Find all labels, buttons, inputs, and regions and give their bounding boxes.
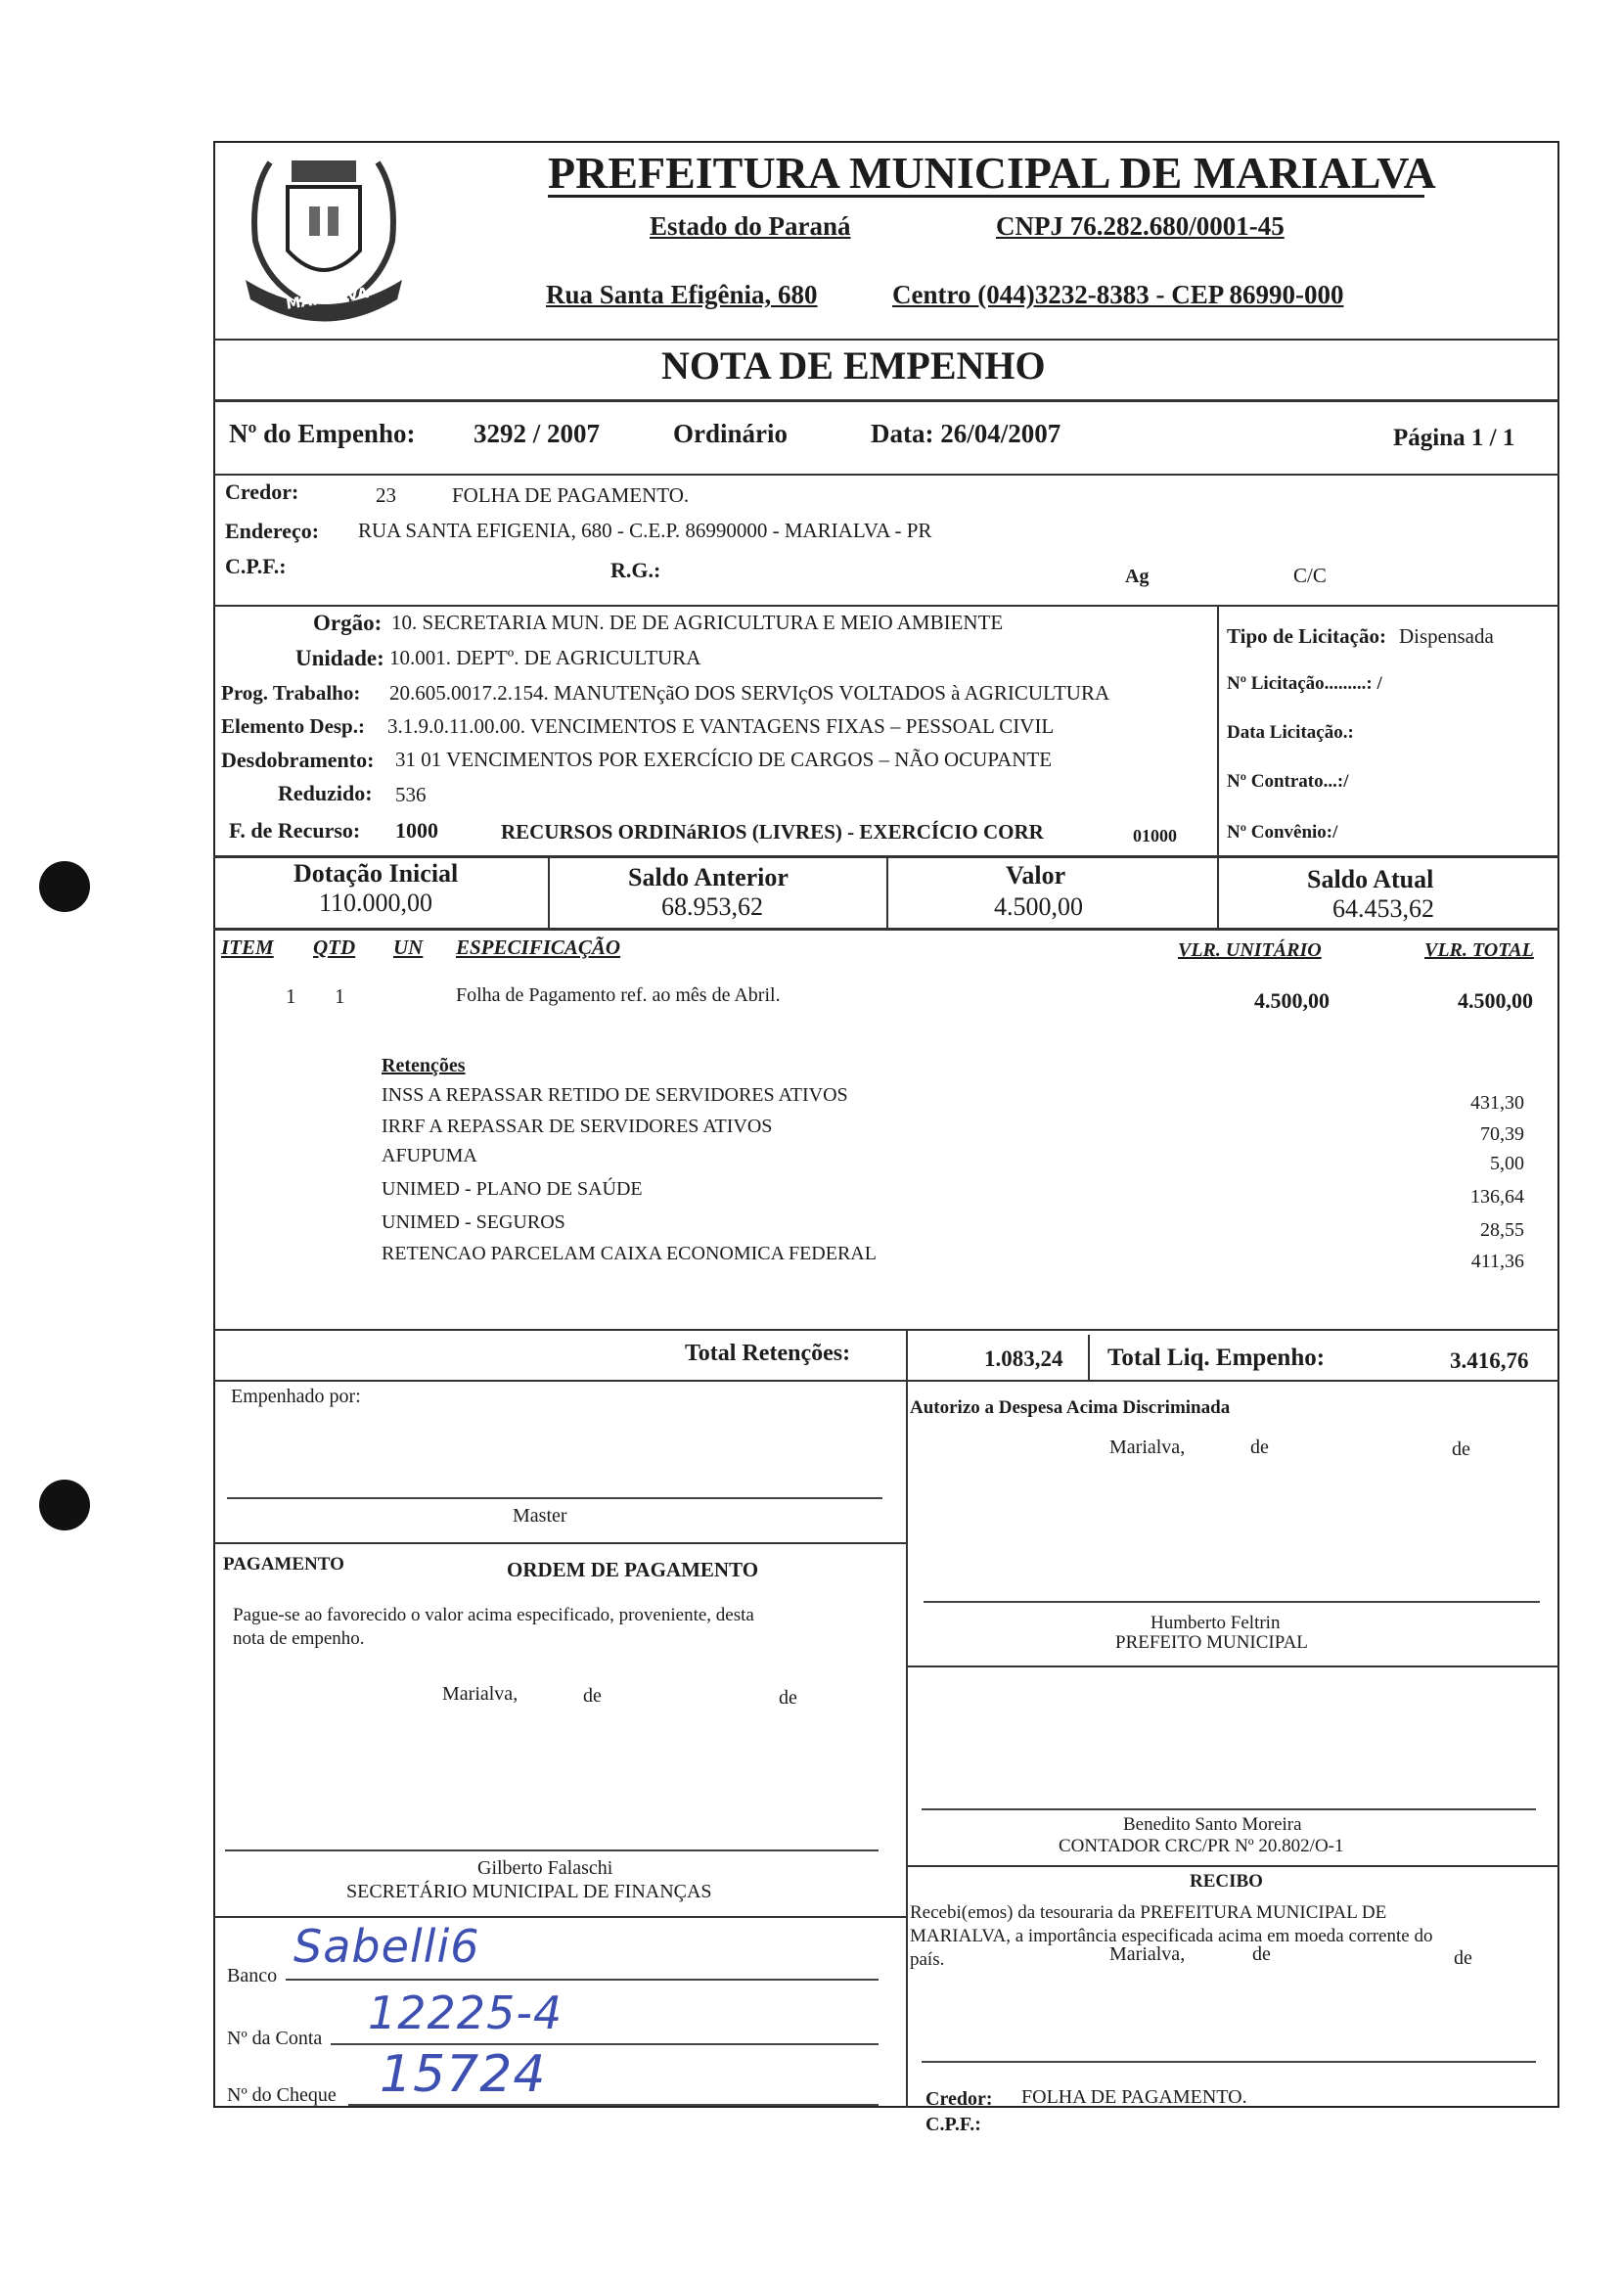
total-col-header: VLR. TOTAL (1424, 939, 1534, 961)
cpf-label: C.P.F.: (225, 554, 287, 578)
pagamento-label: PAGAMENTO (223, 1554, 344, 1575)
prefeito-title: PREFEITO MUNICIPAL (1115, 1632, 1308, 1653)
recurso-label: F. de Recurso: (229, 818, 361, 843)
total-retencoes-value: 1.083,24 (984, 1346, 1063, 1371)
prog-label: Prog. Trabalho: (221, 681, 361, 705)
un-col-header: UN (393, 936, 424, 959)
pague-text: nota de empenho. (233, 1628, 365, 1649)
rg-label: R.G.: (610, 558, 661, 582)
saldo-anterior-label: Saldo Anterior (628, 863, 789, 891)
empenhado-por-label: Empenhado por: (231, 1386, 361, 1407)
retencao-value: 5,00 (1490, 1153, 1524, 1174)
licitacao-date: Data Licitação.: (1227, 722, 1354, 743)
valor-value: 4.500,00 (994, 892, 1083, 921)
ag-label: Ag (1125, 566, 1150, 587)
dotacao-label: Dotação Inicial (293, 859, 459, 888)
recibo-text: MARIALVA, a importância especificada acima em moeda corrente do (910, 1926, 1433, 1946)
retencao-value: 136,64 (1470, 1186, 1524, 1208)
prefeito-name: Humberto Feltrin (1150, 1613, 1281, 1633)
item-unit-value: 4.500,00 (1254, 988, 1330, 1013)
ordem-pagamento-label: ORDEM DE PAGAMENTO (507, 1558, 759, 1581)
saldo-atual-label: Saldo Atual (1307, 865, 1434, 893)
master-label: Master (513, 1505, 567, 1527)
conta-label: Nº da Conta (227, 2028, 323, 2049)
recibo-credor-label: Credor: (925, 2088, 993, 2110)
autorizo-label: Autorizo a Despesa Acima Discriminada (910, 1397, 1231, 1418)
unidade-value: 10.001. DEPTº. DE AGRICULTURA (389, 646, 701, 669)
orgao-label: Orgão: (313, 611, 383, 635)
retencao-desc: INSS A REPASSAR RETIDO DE SERVIDORES ATIVOS (382, 1084, 848, 1106)
de-label: de (1452, 1438, 1470, 1460)
valor-label: Valor (1006, 861, 1066, 890)
recibo-cpf-label: C.P.F.: (925, 2114, 981, 2135)
prog-value: 20.605.0017.2.154. MANUTENçãO DOS SERVIçOS VOLTADOS à AGRICULTURA (389, 681, 1110, 705)
desdobramento-value: 31 01 VENCIMENTOS POR EXERCÍCIO DE CARGOS – NÃO OCUPANTE (395, 748, 1053, 771)
desdobramento-label: Desdobramento: (221, 748, 375, 772)
recurso-code: 1000 (395, 818, 438, 843)
secretario-title: SECRETÁRIO MUNICIPAL DE FINANÇAS (346, 1881, 712, 1902)
pague-text: Pague-se ao favorecido o valor acima especificado, proveniente, desta (233, 1605, 754, 1625)
street-label: Rua Santa Efigênia, 680 (546, 280, 818, 309)
unidade-label: Unidade: (295, 646, 384, 670)
total-liquido-label: Total Liq. Empenho: (1107, 1345, 1326, 1371)
contador-name: Benedito Santo Moreira (1123, 1814, 1302, 1835)
endereco-label: Endereço: (225, 519, 320, 543)
item-total-value: 4.500,00 (1458, 988, 1533, 1013)
item-spec: Folha de Pagamento ref. ao mês de Abril. (456, 984, 781, 1006)
saldo-atual-value: 64.453,62 (1332, 894, 1434, 923)
page-title: PREFEITURA MUNICIPAL DE MARIALVA (548, 148, 1436, 198)
contact-label: Centro (044)3232-8383 - CEP 86990-000 (892, 280, 1344, 309)
item-number: 1 (286, 984, 296, 1008)
conta-handwritten: 12225-4 (368, 1986, 564, 2039)
banco-label: Banco (227, 1965, 278, 1986)
secretario-name: Gilberto Falaschi (477, 1857, 613, 1879)
credor-label: Credor: (225, 479, 299, 504)
de-label: de (1252, 1943, 1271, 1965)
endereco-value: RUA SANTA EFIGENIA, 680 - C.E.P. 86990000 - MARIALVA - PR (358, 519, 932, 542)
retencoes-title: Retenções (382, 1055, 466, 1076)
item-qtd: 1 (335, 984, 345, 1008)
tipo-licitacao-value: Dispensada (1399, 624, 1494, 648)
empenho-number: 3292 / 2007 (474, 419, 601, 448)
recurso-code2: 01000 (1133, 826, 1177, 845)
dotacao-value: 110.000,00 (319, 889, 433, 917)
contrato-number: Nº Contrato...:/ (1227, 771, 1349, 792)
retencao-desc: UNIMED - SEGUROS (382, 1211, 565, 1233)
saldo-anterior-value: 68.953,62 (661, 892, 763, 921)
reduzido-label: Reduzido: (278, 781, 373, 805)
punch-hole (39, 1480, 90, 1530)
cnpj-label: CNPJ 76.282.680/0001-45 (996, 211, 1285, 241)
orgao-value: 10. SECRETARIA MUN. DE DE AGRICULTURA E MEIO AMBIENTE (391, 611, 1004, 634)
retencao-value: 28,55 (1480, 1219, 1524, 1241)
unit-col-header: VLR. UNITÁRIO (1178, 939, 1322, 961)
punch-hole (39, 861, 90, 912)
total-liquido-value: 3.416,76 (1450, 1348, 1529, 1373)
cheque-label: Nº do Cheque (227, 2084, 337, 2106)
cc-label: C/C (1293, 564, 1327, 587)
convenio-number: Nº Convênio:/ (1227, 822, 1338, 843)
retencao-value: 431,30 (1470, 1092, 1524, 1114)
crest-banner-text: MARIALVA (285, 284, 370, 313)
de-label: de (1250, 1437, 1269, 1458)
de-label: de (1454, 1947, 1472, 1969)
retencao-desc: AFUPUMA (382, 1145, 477, 1166)
licitacao-number: Nº Licitação.........: / (1227, 673, 1382, 694)
de-label: de (779, 1687, 797, 1709)
recibo-text: país. (910, 1949, 945, 1970)
marialva-date-label: Marialva, (442, 1683, 519, 1705)
page-number: Página 1 / 1 (1393, 425, 1515, 451)
marialva-date-label: Marialva, (1109, 1943, 1186, 1965)
elemento-value: 3.1.9.0.11.00.00. VENCIMENTOS E VANTAGENS FIXAS – PESSOAL CIVIL (387, 714, 1055, 738)
marialva-date-label: Marialva, (1109, 1437, 1186, 1458)
credor-name: FOLHA DE PAGAMENTO. (452, 483, 690, 507)
recibo-credor-name: FOLHA DE PAGAMENTO. (1021, 2086, 1247, 2108)
reduzido-value: 536 (395, 783, 427, 806)
retencao-desc: UNIMED - PLANO DE SAÚDE (382, 1178, 643, 1200)
tipo-licitacao-label: Tipo de Licitação: (1227, 624, 1386, 648)
credor-code: 23 (376, 483, 396, 507)
total-retencoes-label: Total Retenções: (685, 1341, 851, 1366)
empenho-type: Ordinário (673, 419, 789, 448)
qtd-col-header: QTD (313, 936, 356, 959)
empenho-number-label: Nº do Empenho: (229, 419, 416, 448)
item-col-header: ITEM (221, 936, 274, 959)
retencao-value: 70,39 (1480, 1123, 1524, 1145)
spec-col-header: ESPECIFICAÇÃO (456, 936, 621, 959)
contador-title: CONTADOR CRC/PR Nº 20.802/O-1 (1059, 1836, 1344, 1856)
banco-handwritten: Sabelli6 (293, 1920, 480, 1973)
cheque-handwritten: 15724 (380, 2045, 547, 2104)
recibo-text: Recebi(emos) da tesouraria da PREFEITURA MUNICIPAL DE (910, 1902, 1387, 1923)
retencao-value: 411,36 (1470, 1251, 1524, 1272)
recibo-title: RECIBO (1190, 1871, 1263, 1892)
elemento-label: Elemento Desp.: (221, 714, 365, 738)
document-title: NOTA DE EMPENHO (661, 343, 1046, 388)
de-label: de (583, 1685, 602, 1707)
empenho-date: Data: 26/04/2007 (871, 419, 1061, 448)
recurso-desc: RECURSOS ORDINáRIOS (LIVRES) - EXERCÍCIO CORR (501, 820, 1044, 844)
retencao-desc: RETENCAO PARCELAM CAIXA ECONOMICA FEDERAL (382, 1243, 877, 1264)
state-label: Estado do Paraná (650, 211, 851, 241)
retencao-desc: IRRF A REPASSAR DE SERVIDORES ATIVOS (382, 1116, 773, 1137)
